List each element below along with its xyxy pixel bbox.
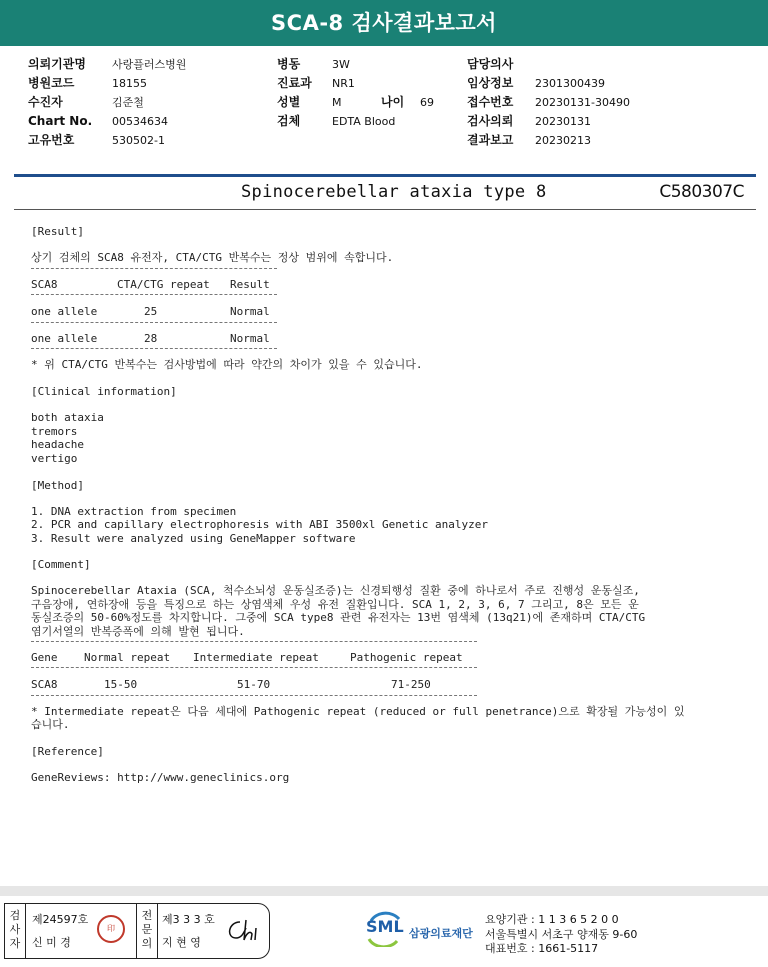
vertical-char: 자 — [9, 937, 21, 950]
divider — [14, 209, 756, 210]
result-cell: Normal — [230, 332, 270, 345]
method-item: 2. PCR and capillary electrophoresis with ABI 3500xl Genetic analyzer — [31, 518, 488, 531]
result-cell: Normal — [230, 305, 270, 318]
column-header: Result — [230, 278, 270, 291]
header-row — [277, 55, 434, 74]
comment-line: 염기서열의 반복증폭에 의해 발현 됩니다. — [31, 625, 245, 638]
org-name: 삼광의료재단 — [409, 927, 473, 940]
column-header: CTA/CTG repeat — [117, 278, 210, 291]
header-label: 검체 — [277, 114, 301, 128]
gene-cell: SCA8 — [31, 678, 58, 691]
header-label: 담당의사 — [467, 57, 514, 71]
comment-line: 구음장애, 연하장애 등을 특징으로 하는 상염색체 우성 유전 질환입니다. SCA 1, 2, 3, 6, 7 그리고, 8은 모든 운 — [31, 598, 639, 611]
clinical-item: tremors — [31, 425, 78, 438]
result-table — [31, 266, 281, 354]
header-col-1 — [28, 55, 186, 150]
seal-stamp: 印 — [97, 915, 125, 943]
header-label: 검사의뢰 — [467, 114, 514, 128]
table-rule — [31, 294, 277, 295]
footer-band — [0, 886, 768, 896]
result-heading: [Result] — [31, 225, 84, 238]
header-label: 수진자 — [28, 95, 63, 109]
age: 69 — [420, 96, 434, 109]
header-row — [28, 112, 186, 131]
vertical-char: 의 — [141, 937, 153, 950]
header-row — [277, 112, 434, 131]
method-heading: [Method] — [31, 479, 84, 492]
column-header: SCA8 — [31, 278, 58, 291]
column-header: Normal repeat — [84, 651, 171, 664]
clinical-item: headache — [31, 438, 84, 451]
divider — [14, 174, 756, 177]
header-label: 성별 — [277, 95, 301, 109]
table-rule — [31, 695, 477, 696]
age-label: 나이 — [381, 95, 405, 109]
method-item: 3. Result were analyzed using GeneMapper software — [31, 532, 356, 545]
header-row — [467, 131, 630, 150]
method-item: 1. DNA extraction from specimen — [31, 505, 237, 518]
comment-note: * Intermediate repeat은 다음 세대에 Pathogenic repeat (reduced or full penetrance)으로 확장될 가능성이 있 — [31, 705, 685, 718]
header-label: Chart No. — [28, 114, 93, 128]
hospital-code: 18155 — [112, 77, 147, 90]
header-row — [467, 93, 630, 112]
clinical-heading: [Clinical information] — [31, 385, 177, 398]
specialist-license: 제3 3 3 호 — [162, 913, 215, 926]
signature-mark — [222, 916, 262, 946]
patient-name: 김준철 — [112, 96, 144, 109]
table-rule — [31, 322, 277, 323]
result-statement: 상기 검체의 SCA8 유전자, CTA/CTG 반복수는 정상 범위에 속합니다. — [31, 251, 394, 264]
header-row — [28, 93, 186, 112]
result-note: * 위 CTA/CTG 반복수는 검사방법에 따라 약간의 차이가 있을 수 있습니다. — [31, 358, 423, 371]
repeat-range-table — [31, 639, 481, 701]
test-name: Spinocerebellar ataxia type 8 — [241, 182, 547, 202]
column-header: Gene — [31, 651, 58, 664]
org-phone: 대표번호 : 1661-5117 — [485, 942, 599, 955]
header-row — [277, 93, 434, 112]
requesting-institution: 사랑플러스병원 — [112, 58, 187, 71]
unique-number: 530502-1 — [112, 134, 165, 147]
examiner-name: 신 미 경 — [32, 936, 71, 949]
header-row — [467, 55, 630, 74]
header-row — [28, 55, 186, 74]
header-row — [28, 131, 186, 150]
repeat-cell: 25 — [144, 305, 158, 318]
vertical-char: 검 — [9, 909, 21, 922]
reference-text: GeneReviews: http://www.geneclinics.org — [31, 771, 290, 784]
vertical-char: 사 — [9, 923, 21, 936]
logo-text: SML — [366, 917, 404, 936]
institution-code: 요양기관 : 1 1 3 6 5 2 0 0 — [485, 913, 619, 926]
chart-number: 00534634 — [112, 115, 168, 128]
header-col-3 — [467, 55, 630, 150]
normal-repeat-cell: 15-50 — [104, 678, 138, 691]
repeat-cell: 28 — [144, 332, 158, 345]
header-row — [277, 74, 434, 93]
table-rule — [31, 667, 477, 668]
receipt-number: 20230131-30490 — [535, 96, 630, 109]
header-label: 접수번호 — [467, 95, 514, 109]
comment-line: 동실조증의 50-60%정도를 차지합니다. 그중에 SCA type8 관련 유전자는 13번 염색체 (13q21)에 존재하며 CTA/CTG — [31, 611, 646, 624]
vertical-char: 문 — [141, 923, 153, 936]
comment-line: Spinocerebellar Ataxia (SCA, 척수소뇌성 운동실조증)는 신경퇴행성 질환 중에 하나로서 주로 진행성 운동실조, — [31, 584, 640, 597]
examiner-label — [5, 904, 26, 958]
header-row — [467, 112, 630, 131]
ward: 3W — [332, 58, 350, 71]
header-label: 결과보고 — [467, 133, 514, 147]
table-rule — [31, 348, 277, 349]
column-header: Pathogenic repeat — [350, 651, 463, 664]
pathogenic-repeat-cell: 71-250 — [391, 678, 431, 691]
test-code: C580307C — [659, 182, 744, 202]
clinical-item: vertigo — [31, 452, 78, 465]
department: NR1 — [332, 77, 355, 90]
header-label: 병원코드 — [28, 76, 75, 90]
header-row — [467, 74, 630, 93]
header-label: 의뢰기관명 — [28, 57, 86, 71]
allele-cell: one allele — [31, 332, 98, 345]
comment-note: 습니다. — [31, 718, 70, 731]
request-date: 20230131 — [535, 115, 591, 128]
reference-heading: [Reference] — [31, 745, 104, 758]
allele-cell: one allele — [31, 305, 98, 318]
report-title: SCA-8 검사결과보고서 — [0, 0, 768, 46]
header-col-2 — [277, 55, 434, 131]
clinical-item: both ataxia — [31, 411, 104, 424]
specimen: EDTA Blood — [332, 115, 396, 128]
column-header: Intermediate repeat — [193, 651, 319, 664]
org-address: 서울특별시 서초구 양재동 9-60 — [485, 928, 638, 941]
header-label: 진료과 — [277, 76, 312, 90]
table-rule — [31, 268, 277, 269]
intermediate-repeat-cell: 51-70 — [237, 678, 271, 691]
clinical-info: 2301300439 — [535, 77, 605, 90]
report-date: 20230213 — [535, 134, 591, 147]
header-row — [28, 74, 186, 93]
sex: M — [332, 96, 342, 109]
header-label: 병동 — [277, 57, 301, 71]
examiner-license: 제24597호 — [32, 913, 89, 926]
header-label: 고유번호 — [28, 133, 75, 147]
comment-heading: [Comment] — [31, 558, 91, 571]
table-rule — [31, 641, 477, 642]
header-label: 임상정보 — [467, 76, 514, 90]
specialist-label — [136, 904, 158, 958]
specialist-name: 지 현 영 — [162, 936, 201, 949]
vertical-char: 전 — [141, 909, 153, 922]
